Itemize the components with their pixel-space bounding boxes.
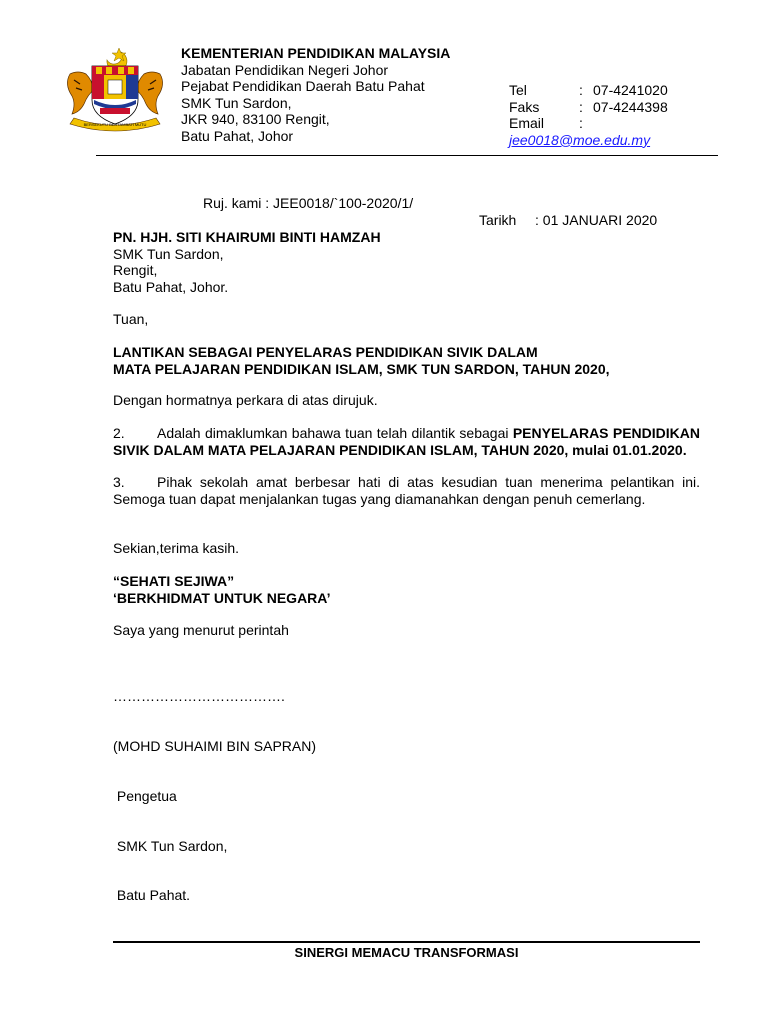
date-value: : 01 JANUARI 2020 <box>535 212 658 228</box>
subject <box>113 344 610 377</box>
motto-line: “SEHATI SEJIWA” <box>113 573 235 589</box>
svg-text:BERSEKUTU BERTAMBAH MUTU: BERSEKUTU BERTAMBAH MUTU <box>83 122 147 127</box>
ministry-name: KEMENTERIAN PENDIDIKAN MALAYSIA <box>181 45 451 61</box>
email-row <box>509 115 668 132</box>
signatory-line: SMK Tun Sardon, <box>113 837 228 854</box>
recipient-line: Batu Pahat, Johor. <box>113 278 229 295</box>
motto-line: ‘BERKHIDMAT UNTUK NEGARA’ <box>113 589 331 606</box>
email-link-row <box>509 132 668 149</box>
tel-row <box>509 82 668 99</box>
order-line: Saya yang menurut perintah <box>113 622 289 638</box>
date-label: Tarikh <box>479 212 517 228</box>
coat-of-arms-icon <box>60 44 170 136</box>
fax-row <box>509 99 668 116</box>
recipient-line: SMK Tun Sardon, <box>113 245 224 262</box>
letterhead-line: Jabatan Pendidikan Negeri Johor <box>181 61 389 78</box>
recipient-name: PN. HJH. SITI KHAIRUMI BINTI HAMZAH <box>113 229 381 245</box>
signatory-line: Batu Pahat. <box>113 887 191 904</box>
salutation: Tuan, <box>113 311 149 327</box>
date-line <box>479 212 657 229</box>
closing: Sekian,terima kasih. <box>113 540 240 556</box>
paragraph-2 <box>113 425 700 458</box>
email-link[interactable]: jee0018@moe.edu.my <box>509 131 651 148</box>
signatory-line: Pengetua <box>113 787 177 804</box>
letterhead-line: Pejabat Pendidikan Daerah Batu Pahat <box>181 78 425 95</box>
paragraph-text: Adalah dimaklumkan bahawa tuan telah dilantik sebagai <box>157 425 513 441</box>
fax-label: Faks <box>509 98 540 115</box>
fax-value: 07-4244398 <box>593 98 668 115</box>
separator: : <box>579 115 583 132</box>
contact-block <box>509 82 668 148</box>
tel-value: 07-4241020 <box>593 82 668 98</box>
recipient-line: Rengit, <box>113 262 158 279</box>
letterhead-line: Batu Pahat, Johor <box>181 127 294 144</box>
reference-number: Ruj. kami : JEE0018/`100-2020/1/ <box>203 195 414 211</box>
signature-dots: ………………………………. <box>113 688 285 705</box>
appointment-title: PENYELARAS PENDIDIKAN SIVIK DALAM MATA PELAJARAN PENDIDIKAN ISLAM, TAHUN 2020, mulai 01.01.2020. <box>113 425 700 458</box>
subject-line: LANTIKAN SEBAGAI PENYELARAS PENDIDIKAN SIVIK DALAM <box>113 344 538 360</box>
subject-line: MATA PELAJARAN PENDIDIKAN ISLAM, SMK TUN SARDON, TAHUN 2020, <box>113 360 610 377</box>
tel-label: Tel <box>509 82 527 98</box>
paragraph-3 <box>113 474 700 507</box>
recipient-block <box>113 229 381 295</box>
opening-line: Dengan hormatnya perkara di atas dirujuk. <box>113 392 378 408</box>
footer-divider <box>113 941 700 943</box>
separator: : <box>579 98 583 115</box>
header-divider <box>96 155 718 156</box>
letterhead <box>181 45 450 145</box>
paragraph-number: 3. <box>113 474 125 490</box>
letterhead-line: SMK Tun Sardon, <box>181 94 292 111</box>
motto-block <box>113 573 331 606</box>
signatory-name: (MOHD SUHAIMI BIN SAPRAN) <box>113 737 317 754</box>
paragraph-number: 2. <box>113 425 125 441</box>
paragraph-text: Pihak sekolah amat berbesar hati di atas kesudian tuan menerima pelantikan ini. Semoga tuan dapat menjalankan tugas yang diamanahkan dengan penuh cemerlang. <box>113 474 700 507</box>
separator: : <box>579 82 583 98</box>
email-label: Email <box>509 115 545 132</box>
signature-block <box>113 655 316 921</box>
footer-slogan: SINERGI MEMACU TRANSFORMASI <box>294 945 519 960</box>
letterhead-line: JKR 940, 83100 Rengit, <box>181 111 330 128</box>
